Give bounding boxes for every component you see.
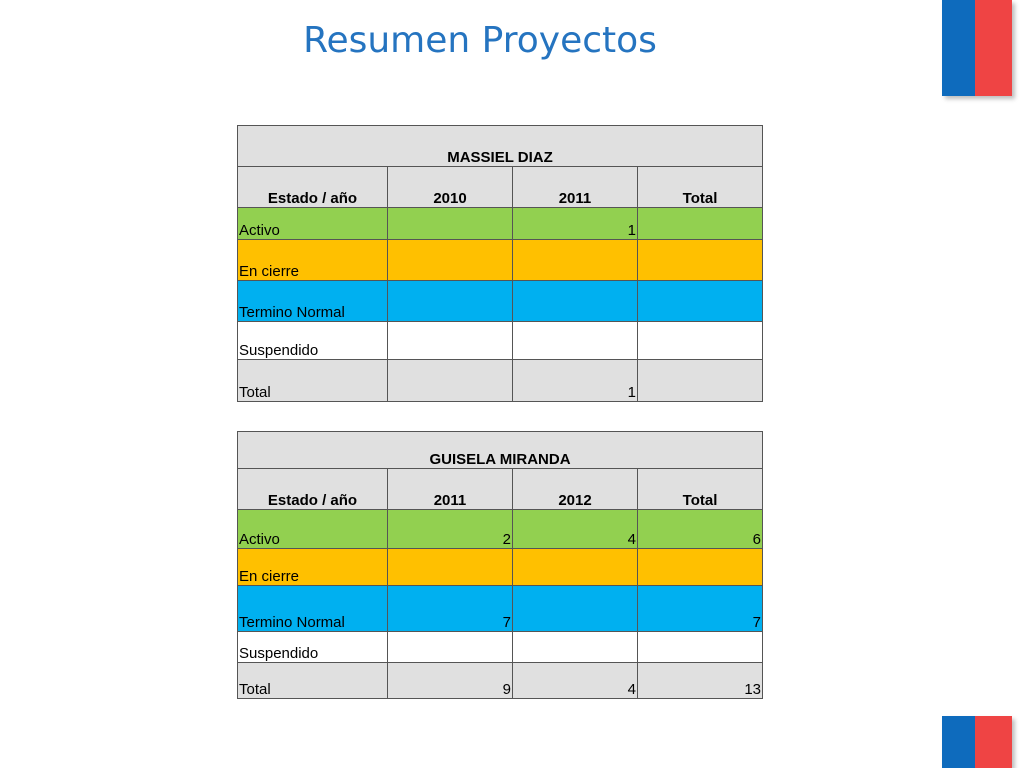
- cell: [638, 549, 763, 586]
- cell: [513, 281, 638, 322]
- slide-title: Resumen Proyectos: [303, 20, 657, 61]
- table-row: [238, 586, 763, 632]
- row-label: En cierre: [238, 240, 388, 281]
- cell: [513, 322, 638, 360]
- row-label: Activo: [238, 510, 388, 549]
- row-label: Suspendido: [238, 322, 388, 360]
- row-label: Termino Normal: [238, 586, 388, 632]
- cell: 1: [513, 208, 638, 240]
- table-row: [238, 322, 763, 360]
- column-header: 2011: [388, 469, 513, 510]
- table-owner-name: GUISELA MIRANDA: [238, 432, 763, 469]
- cell: [638, 360, 763, 402]
- cell: [638, 240, 763, 281]
- cell: 2: [388, 510, 513, 549]
- chile-flag-decoration-top: [942, 0, 1012, 96]
- table-row: [238, 240, 763, 281]
- cell: 9: [388, 663, 513, 699]
- cell: 4: [513, 663, 638, 699]
- cell: [638, 208, 763, 240]
- cell: [388, 632, 513, 663]
- row-label: Activo: [238, 208, 388, 240]
- table-row: [238, 549, 763, 586]
- column-header: 2010: [388, 167, 513, 208]
- row-label: Total: [238, 360, 388, 402]
- cell: [388, 281, 513, 322]
- cell: [513, 586, 638, 632]
- project-table-guisela-miranda: [237, 431, 763, 699]
- cell: [638, 632, 763, 663]
- row-label: En cierre: [238, 549, 388, 586]
- column-header: Estado / año: [238, 167, 388, 208]
- row-label: Suspendido: [238, 632, 388, 663]
- row-label: Termino Normal: [238, 281, 388, 322]
- table-row: [238, 663, 763, 699]
- column-header: Total: [638, 469, 763, 510]
- cell: [638, 322, 763, 360]
- cell: 1: [513, 360, 638, 402]
- row-label: Total: [238, 663, 388, 699]
- cell: 7: [388, 586, 513, 632]
- cell: 7: [638, 586, 763, 632]
- cell: 6: [638, 510, 763, 549]
- cell: [513, 240, 638, 281]
- cell: [388, 322, 513, 360]
- table-row: [238, 632, 763, 663]
- cell: 13: [638, 663, 763, 699]
- column-header: Total: [638, 167, 763, 208]
- column-header: Estado / año: [238, 469, 388, 510]
- project-table-massiel-diaz: [237, 125, 763, 402]
- cell: 4: [513, 510, 638, 549]
- cell: [638, 281, 763, 322]
- cell: [388, 240, 513, 281]
- cell: [388, 549, 513, 586]
- column-header: 2012: [513, 469, 638, 510]
- table-row: [238, 510, 763, 549]
- table-owner-name: MASSIEL DIAZ: [238, 126, 763, 167]
- chile-flag-decoration-bottom: [942, 716, 1012, 768]
- table-row: [238, 360, 763, 402]
- cell: [388, 208, 513, 240]
- cell: [513, 549, 638, 586]
- cell: [388, 360, 513, 402]
- column-header: 2011: [513, 167, 638, 208]
- table-row: [238, 281, 763, 322]
- cell: [513, 632, 638, 663]
- table-row: [238, 208, 763, 240]
